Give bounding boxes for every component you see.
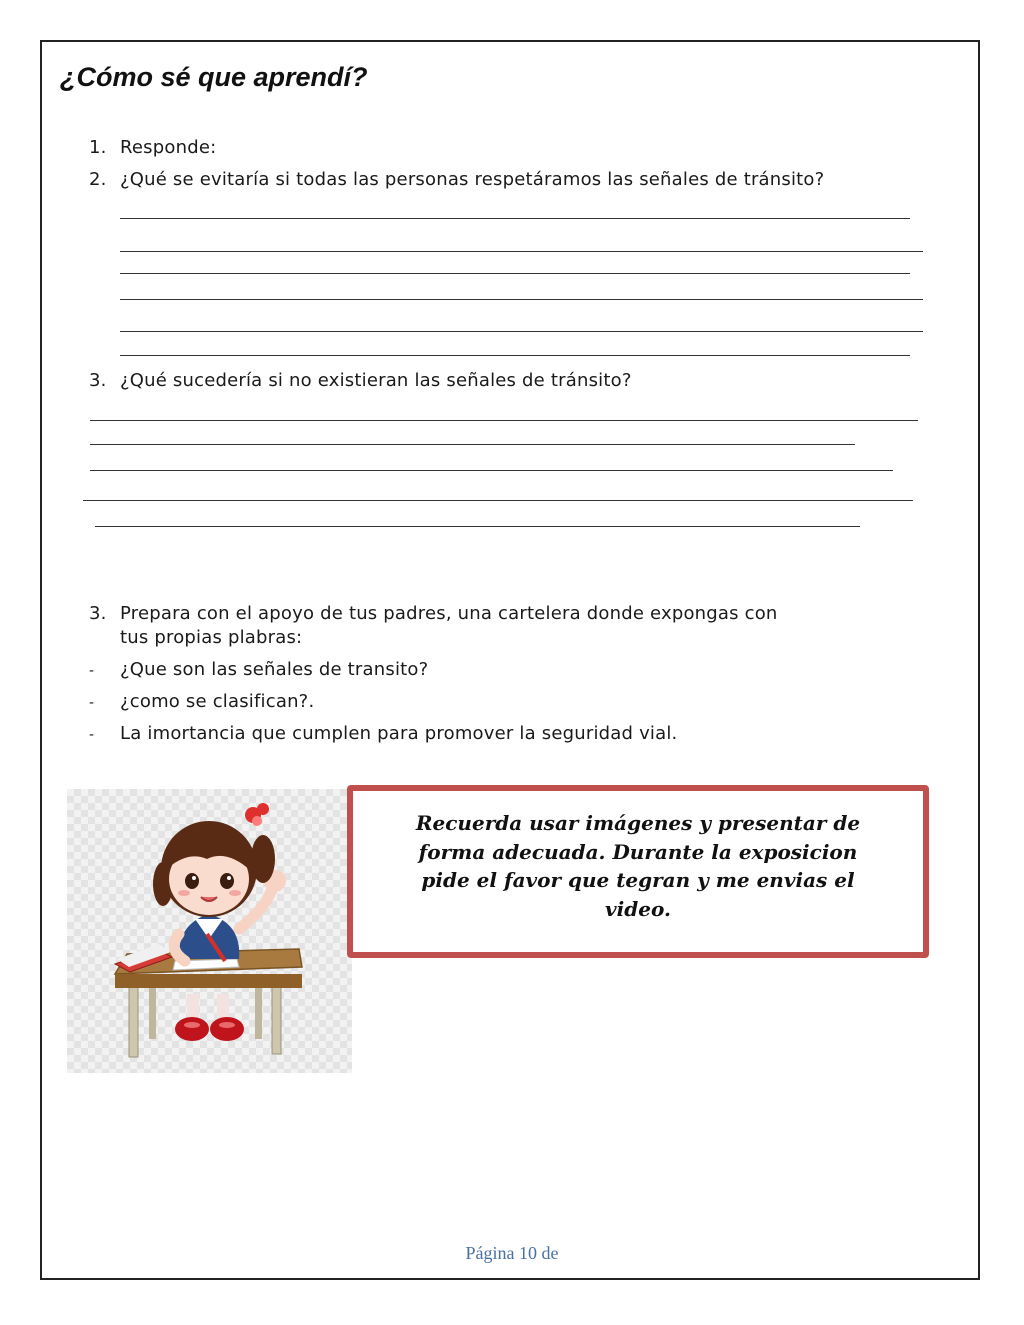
- bullet-item: [89, 659, 429, 680]
- bullet-text: ¿Que son las señales de transito?: [120, 659, 429, 680]
- answer-line[interactable]: [83, 500, 913, 501]
- bullet-text: La imortancia que cumplen para promover la seguridad vial.: [120, 723, 678, 744]
- bullet-marker: -: [89, 663, 95, 679]
- question-3: [89, 370, 632, 391]
- answer-line[interactable]: [120, 218, 910, 219]
- task-number: 3.: [89, 603, 107, 624]
- answer-line[interactable]: [120, 299, 923, 300]
- question-3-number: 3.: [89, 370, 107, 391]
- bullet-marker: -: [89, 695, 95, 711]
- answer-line[interactable]: [90, 470, 893, 471]
- illustration: [67, 789, 352, 1073]
- reminder-note: [347, 785, 929, 958]
- question-3-text: ¿Qué sucedería si no existieran las señales de tránsito?: [120, 370, 632, 391]
- question-2: [89, 169, 825, 190]
- question-1-number: 1.: [89, 137, 107, 158]
- answer-line[interactable]: [120, 355, 910, 356]
- answer-line[interactable]: [120, 273, 910, 274]
- answer-line[interactable]: [90, 444, 855, 445]
- bullet-item: [89, 691, 315, 712]
- question-2-number: 2.: [89, 169, 107, 190]
- task-text-line-1: Prepara con el apoyo de tus padres, una cartelera donde expongas con: [120, 603, 778, 624]
- answer-line[interactable]: [120, 251, 923, 252]
- bullet-item: [89, 723, 678, 744]
- answer-line[interactable]: [120, 331, 923, 332]
- question-1-text: Responde:: [120, 137, 217, 158]
- bullet-marker: -: [89, 727, 95, 743]
- question-1: [89, 137, 217, 158]
- task-text-line-2: tus propias plabras:: [120, 627, 303, 648]
- reminder-text: Recuerda usar imágenes y presentar de forma adecuada. Durante la exposicion pide el favor que tegran y me envias el video.: [415, 811, 861, 921]
- bullet-text: ¿como se clasifican?.: [120, 691, 315, 712]
- page-title: ¿Cómo sé que aprendí?: [60, 62, 368, 92]
- task-item: [89, 603, 778, 624]
- page-number: Página 10 de: [465, 1243, 559, 1263]
- girl-writing-at-desk-icon: [67, 789, 352, 1073]
- question-2-text: ¿Qué se evitaría si todas las personas respetáramos las señales de tránsito?: [120, 169, 825, 190]
- answer-line[interactable]: [95, 526, 860, 527]
- answer-line[interactable]: [90, 420, 918, 421]
